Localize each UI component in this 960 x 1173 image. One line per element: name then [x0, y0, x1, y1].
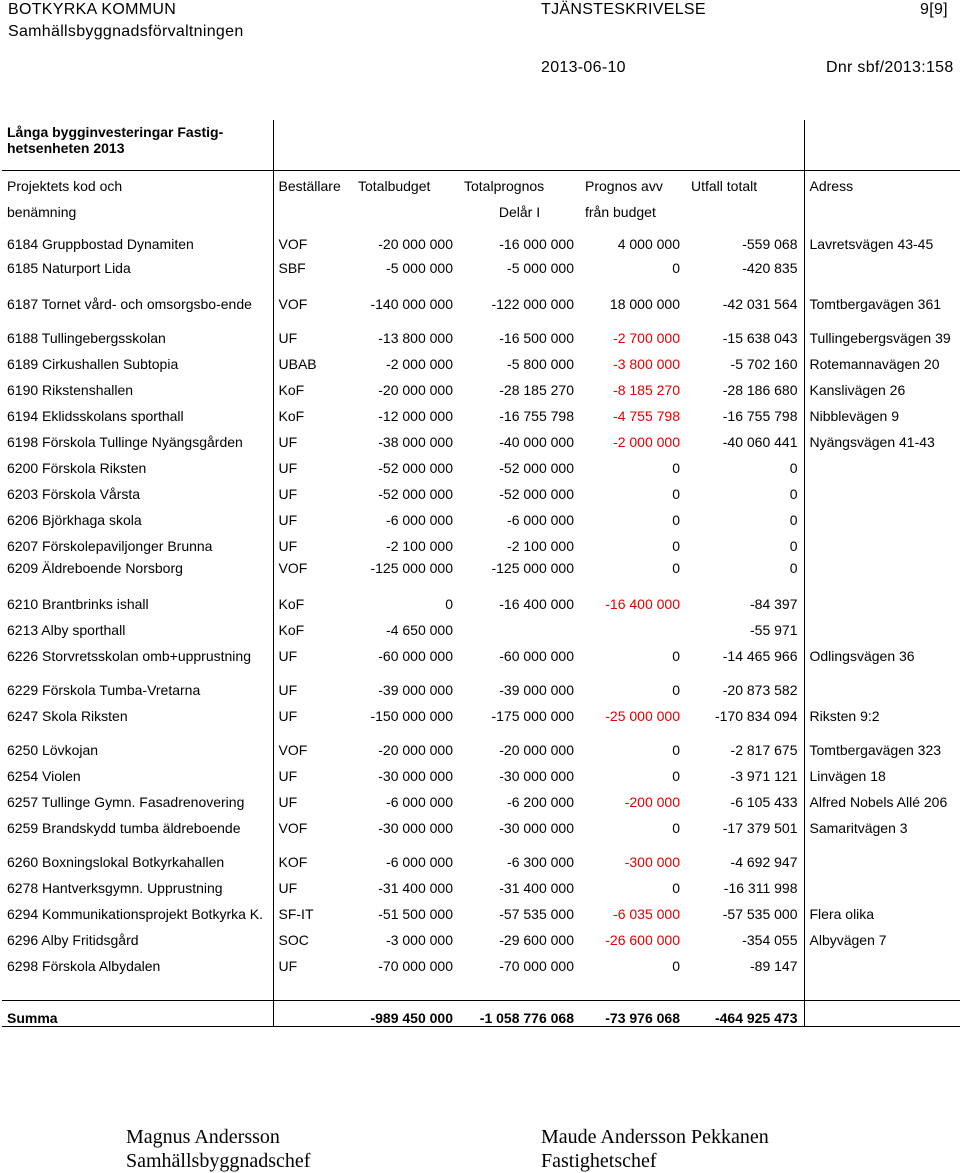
total-budget: -39 000 000: [378, 682, 453, 698]
total-forecast: -39 000 000: [499, 682, 574, 698]
address: Lavretsvägen 43-45: [804, 220, 960, 252]
orderer: UF: [273, 502, 353, 528]
table-row: [2, 758, 960, 784]
blank-cell: [353, 974, 459, 1000]
total-outcome: -3 971 121: [730, 768, 798, 784]
forecast-deviation: 0: [672, 648, 680, 664]
project-name: 6185 Naturport Lida: [7, 260, 131, 276]
forecast-deviation: -8 185 270: [613, 382, 680, 398]
total-forecast: -57 535 000: [499, 906, 574, 922]
total-budget: 0: [445, 596, 453, 612]
orderer: SBF: [273, 252, 353, 276]
total-forecast: -70 000 000: [499, 958, 574, 974]
forecast-deviation: 0: [672, 820, 680, 836]
orderer: SF-IT: [273, 896, 353, 922]
forecast-deviation: 0: [672, 560, 680, 576]
table-row: [2, 554, 960, 576]
total-budget: -30 000 000: [378, 768, 453, 784]
forecast-deviation: -6 035 000: [613, 906, 680, 922]
total-outcome: -20 873 582: [722, 682, 798, 698]
table-row: [2, 528, 960, 554]
column-header-deviation: Prognos avv: [580, 170, 686, 194]
table-row: [2, 664, 960, 698]
orderer: UF: [273, 758, 353, 784]
signer-name: Maude Andersson Pekkanen: [541, 1126, 769, 1148]
project-name: 6298 Förskola Albydalen: [7, 958, 161, 974]
project-name: 6278 Hantverksgymn. Upprustning: [7, 880, 223, 896]
project-name: 6206 Björkhaga skola: [7, 512, 142, 528]
signer-name: Magnus Andersson: [126, 1126, 280, 1148]
total-outcome: -40 060 441: [722, 434, 798, 450]
title-row: [2, 120, 960, 146]
total-budget: -2 100 000: [386, 538, 453, 554]
blank-cell: [804, 146, 960, 170]
orderer: UF: [273, 528, 353, 554]
forecast-deviation: -4 755 798: [613, 408, 680, 424]
total-forecast: -16 000 000: [499, 236, 574, 252]
total-outcome: -5 702 160: [730, 356, 798, 372]
orderer: SOC: [273, 922, 353, 948]
column-header-project-sub: benämning: [7, 204, 77, 220]
total-forecast: -6 000 000: [507, 512, 574, 528]
blank-cell: [804, 974, 960, 1000]
forecast-deviation: 0: [672, 460, 680, 476]
total-forecast: -16 755 798: [499, 408, 574, 424]
sum-deviation: -73 976 068: [580, 1000, 686, 1026]
blank-cell: [580, 146, 686, 170]
total-outcome: -17 379 501: [722, 820, 798, 836]
doc-date: 2013-06-10: [541, 59, 626, 76]
total-outcome: -559 068: [742, 236, 798, 252]
forecast-deviation: 0: [672, 880, 680, 896]
project-name: 6209 Äldreboende Norsborg: [7, 560, 183, 576]
address: Tomtbergavägen 361: [804, 276, 960, 312]
total-budget: -150 000 000: [370, 708, 453, 724]
sum-budget: -989 450 000: [353, 1000, 459, 1026]
blank-cell: [273, 194, 353, 220]
investment-table: [2, 120, 960, 1027]
total-budget: -52 000 000: [378, 486, 453, 502]
total-forecast: -5 000 000: [507, 260, 574, 276]
blank-cell: [580, 974, 686, 1000]
total-budget: -125 000 000: [370, 560, 453, 576]
orderer: UF: [273, 424, 353, 450]
project-name: 6190 Rikstenshallen: [7, 382, 134, 398]
address: [804, 554, 960, 576]
project-name: 6200 Förskola Riksten: [7, 460, 147, 476]
address: Kanslivägen 26: [804, 372, 960, 398]
blank-cell: [804, 1000, 960, 1026]
total-forecast: -52 000 000: [499, 460, 574, 476]
table-row: [2, 220, 960, 252]
blank-cell: [580, 120, 686, 146]
project-name: 6188 Tullingebergsskolan: [7, 330, 166, 346]
blank-cell: [459, 120, 580, 146]
address: [804, 948, 960, 974]
column-header-address: Adress: [804, 170, 960, 194]
total-outcome: -420 835: [742, 260, 798, 276]
column-header-deviation-sub: från budget: [585, 204, 656, 220]
table-row: [2, 424, 960, 450]
forecast-deviation: 4 000 000: [617, 236, 680, 252]
total-outcome: -16 311 998: [723, 880, 798, 896]
address: Linvägen 18: [804, 758, 960, 784]
table-row: [2, 476, 960, 502]
project-name: 6189 Cirkushallen Subtopia: [7, 356, 179, 372]
orderer: UF: [273, 948, 353, 974]
table-row: [2, 870, 960, 896]
table-row: [2, 398, 960, 424]
total-budget: -2 000 000: [386, 356, 453, 372]
forecast-deviation: -25 000 000: [605, 708, 680, 724]
blank-cell: [459, 146, 580, 170]
orderer: KOF: [273, 836, 353, 870]
table-row: [2, 638, 960, 664]
total-forecast: -31 400 000: [499, 880, 574, 896]
address: [804, 252, 960, 276]
total-budget: -70 000 000: [378, 958, 453, 974]
forecast-deviation: -16 400 000: [605, 596, 680, 612]
address: [804, 664, 960, 698]
blank-cell: [686, 194, 804, 220]
orderer: KoF: [273, 372, 353, 398]
signature-left: [126, 1125, 310, 1173]
address: [804, 870, 960, 896]
total-budget: -30 000 000: [378, 820, 453, 836]
table-row: [2, 810, 960, 836]
total-forecast: -30 000 000: [499, 820, 574, 836]
address: Samaritvägen 3: [804, 810, 960, 836]
table-row: [2, 724, 960, 758]
total-outcome: -2 817 675: [730, 742, 798, 758]
total-outcome: -89 147: [750, 958, 798, 974]
address: Albyvägen 7: [804, 922, 960, 948]
org-name: BOTKYRKA KOMMUN: [8, 1, 177, 18]
total-outcome: -14 465 966: [722, 648, 798, 664]
total-outcome: 0: [789, 538, 798, 554]
forecast-deviation: [580, 612, 686, 638]
total-budget: -31 400 000: [378, 880, 453, 896]
table-row: [2, 450, 960, 476]
blank-cell: [273, 120, 353, 146]
orderer: UF: [273, 698, 353, 724]
orderer: UF: [273, 784, 353, 810]
project-name: 6184 Gruppbostad Dynamiten: [7, 236, 194, 252]
forecast-deviation: 0: [672, 538, 680, 554]
total-outcome: 0: [789, 560, 798, 576]
total-forecast: -30 000 000: [499, 768, 574, 784]
table-row: [2, 346, 960, 372]
column-header-forecast-sub: Delår I: [498, 204, 541, 220]
project-name: 6207 Förskolepaviljonger Brunna: [7, 538, 213, 554]
blank-cell: [273, 974, 353, 1000]
total-outcome: -170 834 094: [714, 708, 798, 724]
address: Nibblevägen 9: [804, 398, 960, 424]
project-name: 6198 Förskola Tullinge Nyängsgården: [7, 434, 243, 450]
forecast-deviation: -3 800 000: [613, 356, 680, 372]
orderer: UF: [273, 312, 353, 346]
total-budget: -20 000 000: [378, 382, 453, 398]
forecast-deviation: 0: [672, 742, 680, 758]
orderer: KoF: [273, 612, 353, 638]
total-forecast: -20 000 000: [499, 742, 574, 758]
orderer: VOF: [273, 220, 353, 252]
sum-outcome: -464 925 473: [686, 1000, 804, 1026]
total-outcome: -354 055: [742, 932, 798, 948]
orderer: KoF: [273, 576, 353, 612]
orderer: UF: [273, 870, 353, 896]
total-budget: -52 000 000: [378, 460, 453, 476]
total-forecast: -175 000 000: [491, 708, 574, 724]
total-outcome: -6 105 433: [730, 794, 798, 810]
address: Tomtbergavägen 323: [804, 724, 960, 758]
total-outcome: 0: [789, 512, 798, 528]
orderer: UF: [273, 638, 353, 664]
orderer: UF: [273, 664, 353, 698]
doc-type: TJÄNSTESKRIVELSE: [541, 1, 706, 18]
blank-cell: [804, 120, 960, 146]
orderer: VOF: [273, 724, 353, 758]
blank-cell: [273, 146, 353, 170]
project-name: 6226 Storvretsskolan omb+upprustning: [7, 648, 251, 664]
address: [804, 476, 960, 502]
total-outcome: -28 186 680: [722, 382, 798, 398]
table-row: [2, 576, 960, 612]
total-outcome: -57 535 000: [722, 906, 798, 922]
table-row: [2, 252, 960, 276]
blank-cell: [686, 146, 804, 170]
total-budget: -6 000 000: [386, 512, 453, 528]
project-name: 6247 Skola Riksten: [7, 708, 128, 724]
orderer: UBAB: [273, 346, 353, 372]
total-outcome: -4 692 947: [730, 854, 798, 870]
forecast-deviation: 0: [672, 260, 680, 276]
signer-title: Samhällsbyggnadschef: [126, 1150, 311, 1172]
forecast-deviation: -300 000: [624, 854, 680, 870]
project-name: 6210 Brantbrinks ishall: [7, 596, 149, 612]
table-row: [2, 922, 960, 948]
total-budget: -12 000 000: [378, 408, 453, 424]
total-outcome: -16 755 798: [722, 408, 798, 424]
forecast-deviation: -200 000: [624, 794, 680, 810]
total-budget: -13 800 000: [378, 330, 453, 346]
orderer: KoF: [273, 398, 353, 424]
address: Nyängsvägen 41-43: [804, 424, 960, 450]
address: [804, 450, 960, 476]
column-header-orderer: Beställare: [273, 170, 353, 194]
forecast-deviation: 0: [672, 512, 680, 528]
table-row: [2, 698, 960, 724]
total-forecast: -16 500 000: [499, 330, 574, 346]
table-row: [2, 612, 960, 638]
total-forecast: -6 200 000: [507, 794, 574, 810]
total-budget: -60 000 000: [378, 648, 453, 664]
header-row: [2, 194, 960, 220]
blank-cell: [686, 974, 804, 1000]
table-row: [2, 948, 960, 974]
sum-row: [2, 1000, 960, 1026]
address: [804, 528, 960, 554]
total-budget: -140 000 000: [370, 296, 453, 312]
blank-cell: [804, 194, 960, 220]
signature-right: [541, 1125, 769, 1173]
total-forecast: -60 000 000: [499, 648, 574, 664]
address: [804, 612, 960, 638]
address: Rotemannavägen 20: [804, 346, 960, 372]
total-forecast: -52 000 000: [499, 486, 574, 502]
page-number: 9[9]: [920, 1, 948, 18]
forecast-deviation: 0: [672, 486, 680, 502]
project-name: 6260 Boxningslokal Botkyrkahallen: [7, 854, 225, 870]
total-forecast: -122 000 000: [491, 296, 574, 312]
address: [804, 576, 960, 612]
project-name: 6257 Tullinge Gymn. Fasadrenovering: [7, 794, 245, 810]
total-forecast: -28 185 270: [499, 382, 574, 398]
forecast-deviation: 0: [672, 958, 680, 974]
total-outcome: 0: [789, 486, 798, 502]
total-forecast: -5 800 000: [507, 356, 574, 372]
blank-cell: [353, 194, 459, 220]
table-row: [2, 312, 960, 346]
signer-title: Fastighetschef: [541, 1150, 657, 1172]
total-budget: -6 000 000: [386, 854, 453, 870]
orderer: VOF: [273, 276, 353, 312]
orderer: UF: [273, 476, 353, 502]
project-name: 6203 Förskola Vårsta: [7, 486, 141, 502]
total-budget: -4 650 000: [386, 622, 453, 638]
table-row: [2, 784, 960, 810]
project-name: 6250 Lövkojan: [7, 742, 99, 758]
table-title: Långa bygginvesteringar Fastig-hetsenheten 2013: [7, 124, 224, 156]
forecast-deviation: -2 000 000: [613, 434, 680, 450]
spacer-row: [2, 974, 960, 1000]
total-forecast: -6 300 000: [507, 854, 574, 870]
total-outcome: -15 638 043: [722, 330, 798, 346]
column-header-total-budget: Totalbudget: [353, 170, 459, 194]
total-forecast: [459, 612, 580, 638]
total-outcome: -42 031 564: [722, 296, 798, 312]
blank-cell: [353, 146, 459, 170]
project-name: 6259 Brandskydd tumba äldreboende: [7, 820, 241, 836]
table-row: [2, 836, 960, 870]
forecast-deviation: 18 000 000: [609, 296, 680, 312]
department: Samhällsbyggnadsförvaltningen: [8, 23, 244, 40]
column-header-project: Projektets kod och: [2, 170, 273, 194]
total-forecast: -2 100 000: [507, 538, 574, 554]
total-outcome: -84 397: [750, 596, 798, 612]
blank-cell: [686, 120, 804, 146]
project-name: 6229 Förskola Tumba-Vretarna: [7, 682, 201, 698]
total-budget: -51 500 000: [378, 906, 453, 922]
total-budget: -38 000 000: [378, 434, 453, 450]
header-row: [2, 170, 960, 194]
project-name: 6294 Kommunikationsprojekt Botkyrka K.: [7, 906, 264, 922]
total-outcome: -55 971: [750, 622, 798, 638]
forecast-deviation: 0: [672, 682, 680, 698]
total-budget: -3 000 000: [386, 932, 453, 948]
project-name: 6213 Alby sporthall: [7, 622, 126, 638]
project-name: 6296 Alby Fritidsgård: [7, 932, 139, 948]
address: Flera olika: [804, 896, 960, 922]
blank-cell: [273, 1000, 353, 1026]
total-outcome: 0: [789, 460, 798, 476]
orderer: VOF: [273, 810, 353, 836]
address: Alfred Nobels Allé 206: [804, 784, 960, 810]
blank-cell: [353, 120, 459, 146]
forecast-deviation: -26 600 000: [605, 932, 680, 948]
address: Riksten 9:2: [804, 698, 960, 724]
address: [804, 502, 960, 528]
table-row: [2, 372, 960, 398]
sum-forecast: -1 058 776 068: [459, 1000, 580, 1026]
blank-cell: [2, 974, 273, 1000]
total-budget: -20 000 000: [378, 742, 453, 758]
total-budget: -20 000 000: [378, 236, 453, 252]
table-row: [2, 502, 960, 528]
forecast-deviation: 0: [672, 768, 680, 784]
address: [804, 836, 960, 870]
doc-dnr: Dnr sbf/2013:158: [826, 59, 954, 76]
column-header-forecast: Totalprognos: [459, 170, 580, 194]
table-row: [2, 896, 960, 922]
project-name: 6187 Tornet vård- och omsorgsbo-ende: [7, 296, 252, 312]
project-name: 6194 Eklidsskolans sporthall: [7, 408, 184, 424]
project-name: 6254 Violen: [7, 768, 81, 784]
total-forecast: -40 000 000: [499, 434, 574, 450]
total-budget: -5 000 000: [386, 260, 453, 276]
total-budget: -6 000 000: [386, 794, 453, 810]
sum-label: Summa: [2, 1000, 273, 1026]
total-forecast: -16 400 000: [499, 596, 574, 612]
address: Tullingebergsvägen 39: [804, 312, 960, 346]
total-forecast: -125 000 000: [491, 560, 574, 576]
total-forecast: -29 600 000: [499, 932, 574, 948]
orderer: UF: [273, 450, 353, 476]
table-row: [2, 276, 960, 312]
address: Odlingsvägen 36: [804, 638, 960, 664]
forecast-deviation: -2 700 000: [613, 330, 680, 346]
orderer: VOF: [273, 554, 353, 576]
blank-cell: [459, 974, 580, 1000]
column-header-outcome: Utfall totalt: [686, 170, 804, 194]
